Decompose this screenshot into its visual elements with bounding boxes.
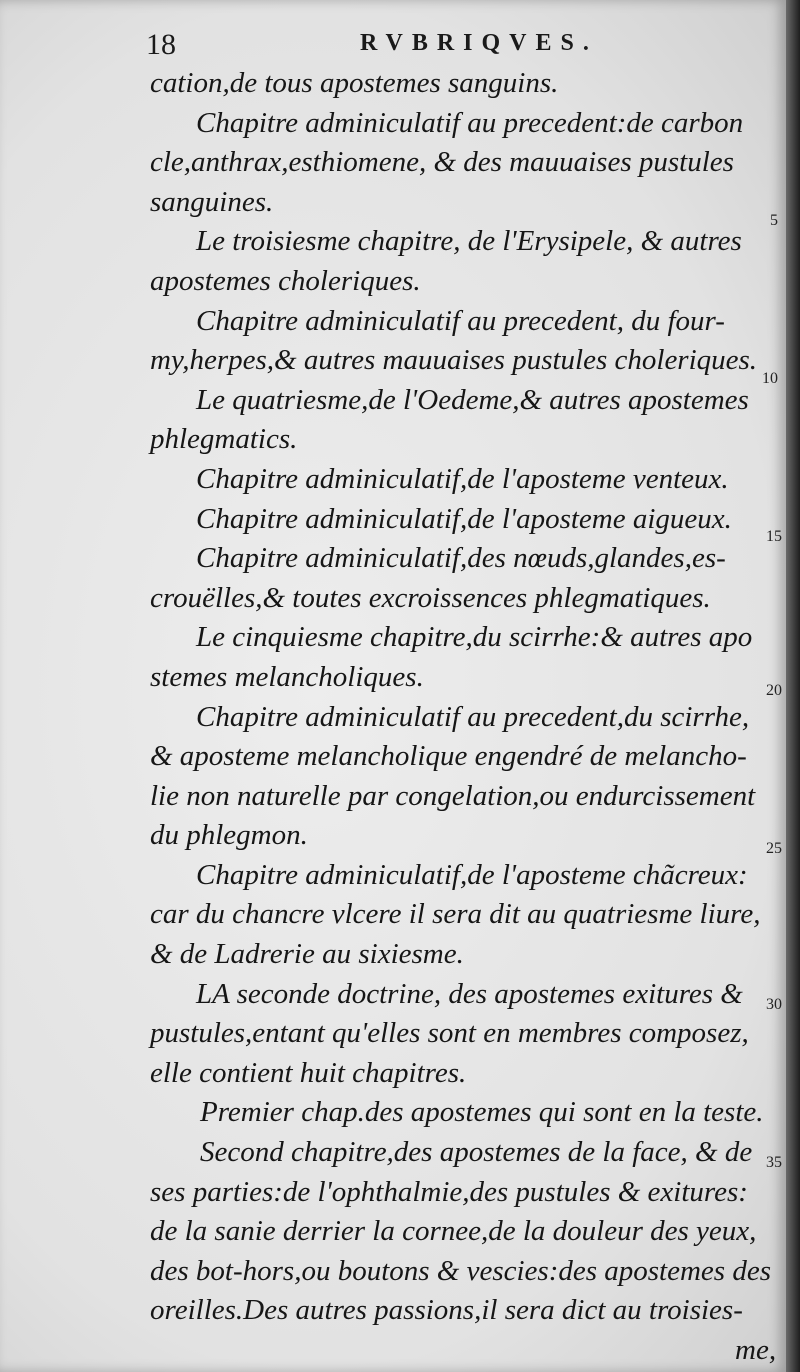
text-line: & aposteme melancholique engendré de melancho-	[150, 740, 747, 773]
running-title: RVBRIQVES.	[360, 30, 598, 56]
text-line: de la sanie derrier la cornee,de la douleur des yeux,	[150, 1215, 757, 1248]
text-line: Chapitre adminiculatif,de l'aposteme venteux.	[196, 462, 729, 495]
text-line: elle contient huit chapitres.	[150, 1056, 467, 1089]
body-text	[150, 64, 780, 1371]
text-line: Le cinquiesme chapitre,du scirrhe:& autres apo	[196, 621, 753, 654]
text-line: cle,anthrax,esthiomene, & des mauuaises pustules	[150, 146, 734, 179]
margin-line-number: 20	[766, 682, 782, 699]
text-line: Chapitre adminiculatif,de l'aposteme aigueux.	[196, 502, 732, 535]
text-line: Chapitre adminiculatif au precedent, du four-	[196, 304, 725, 337]
text-line: phlegmatics.	[150, 423, 298, 456]
text-line: LA seconde doctrine, des apostemes exitures &	[196, 977, 743, 1010]
text-line: ses parties:de l'ophthalmie,des pustules & exitures:	[150, 1175, 748, 1208]
text-line: Chapitre adminiculatif au precedent,du scirrhe,	[196, 700, 750, 733]
text-line: Le quatriesme,de l'Oedeme,& autres apostemes	[196, 383, 749, 416]
text-line: stemes melancholiques.	[150, 660, 424, 693]
text-line: cation,de tous apostemes sanguins.	[150, 67, 559, 99]
text-line: Premier chap.des apostemes qui sont en la teste.	[200, 1096, 764, 1129]
text-line: Second chapitre,des apostemes de la face, & de	[200, 1136, 753, 1169]
margin-line-number: 35	[766, 1154, 782, 1171]
text-line: lie non naturelle par congelation,ou endurcissement	[150, 779, 756, 812]
text-line: des bot-hors,ou boutons & vescies:des apostemes des	[150, 1254, 771, 1287]
text-line: me,	[735, 1334, 777, 1366]
margin-line-number: 10	[762, 370, 778, 387]
text-line: & de Ladrerie au sixiesme.	[150, 938, 464, 971]
page-edge-shadow	[786, 0, 800, 1372]
text-line: oreilles.Des autres passions,il sera dict au troisies-	[150, 1294, 743, 1327]
text-line: Chapitre adminiculatif,des nœuds,glandes,es-	[196, 542, 726, 575]
text-line: apostemes choleriques.	[150, 264, 421, 297]
text-line: Chapitre adminiculatif au precedent:de carbon	[196, 106, 744, 139]
text-line: du phlegmon.	[150, 819, 308, 852]
text-line: pustules,entant qu'elles sont en membres composez,	[150, 1017, 749, 1050]
text-line: my,herpes,& autres mauuaises pustules choleriques.	[150, 344, 758, 377]
text-line: crouëlles,& toutes excroissences phlegmatiques.	[150, 581, 711, 614]
text-line: sanguines.	[150, 185, 274, 218]
page-header	[140, 28, 756, 68]
folio-number: 18	[146, 28, 176, 61]
text-line: Chapitre adminiculatif,de l'aposteme chãcreux:	[196, 858, 748, 891]
text-line: car du chancre vlcere il sera dit au quatriesme liure,	[150, 898, 761, 931]
text-line: Le troisiesme chapitre, de l'Erysipele, & autres	[196, 225, 742, 258]
margin-line-number: 5	[770, 212, 778, 229]
margin-line-number: 25	[766, 840, 782, 857]
margin-line-number: 15	[766, 528, 782, 545]
margin-line-number: 30	[766, 996, 782, 1013]
